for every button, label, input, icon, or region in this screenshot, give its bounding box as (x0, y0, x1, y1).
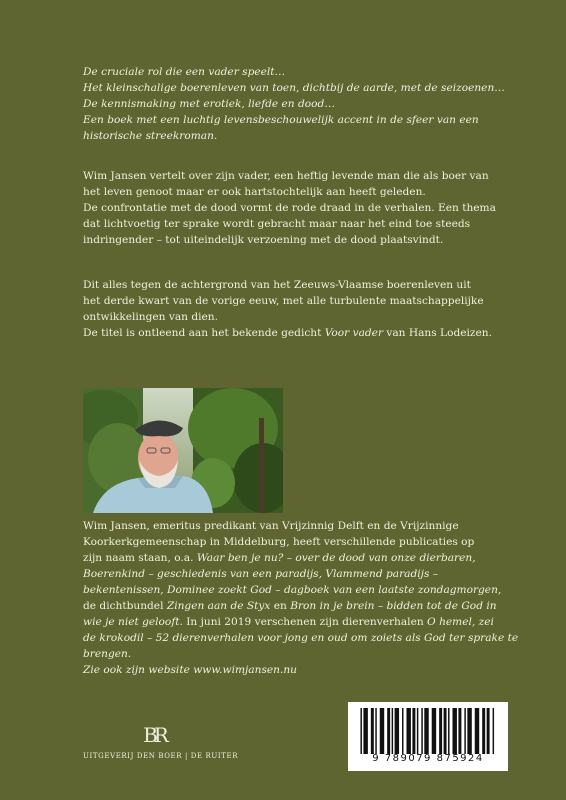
synopsis-line: Dit alles tegen de achtergrond van het Zeeuws-Vlaamse boerenleven uit (83, 279, 471, 291)
barcode-bar (464, 708, 465, 754)
synopsis-line: het derde kwart van de vorige eeuw, met alle turbulente maatschappelijke (83, 295, 484, 307)
publication-title: Bron in je brein – bidden tot de God in (290, 600, 497, 612)
intro-line: Een boek met een luchtig levensbeschouwelijk accent in de sfeer van een (83, 114, 479, 126)
publication-title: Boerenkind – geschiedenis van een paradijs, Vlammend paradijs – (83, 568, 439, 580)
intro-line: De cruciale rol die een vader speelt… (83, 66, 286, 78)
publisher-logo-icon (137, 723, 171, 747)
barcode-bar (380, 708, 384, 754)
barcode-bar (363, 708, 367, 754)
intro-line: historische streekroman. (83, 130, 218, 142)
synopsis-line: dat lichtvoetig ter sprake wordt gebracht maar naar het eind toe steeds (83, 218, 471, 230)
bio-line: Koorkerkgemeenschap in Middelburg, heeft verschillende publicaties op (83, 536, 475, 548)
barcode-bar (448, 708, 449, 754)
barcode-bar (417, 708, 418, 754)
barcode-bar (452, 708, 456, 754)
poem-title: Voor vader (324, 327, 384, 339)
synopsis-paragraph-1 (83, 168, 503, 248)
publisher-name: UITGEVERIJ DEN BOER | DE RUITER (83, 752, 239, 760)
barcode-bar (493, 708, 494, 754)
intro-line: De kennismaking met erotiek, liefde en dood… (83, 98, 335, 110)
bio-line (83, 614, 503, 630)
barcode-bar (444, 708, 447, 754)
barcode-bar (458, 708, 461, 754)
publication-title: Waar ben je nu? – over de dood van onze dierbaren, (196, 552, 476, 564)
publication-title: bekentenissen, Dominee zoekt God – dagboek van een laatste zondagmorgen, (83, 584, 502, 596)
synopsis-line: het leven genoot maar er ook hartstochtelijk aan heeft geleden. (83, 186, 426, 198)
barcode-bar (467, 708, 471, 754)
barcode-bar (402, 708, 403, 754)
bio-line (83, 566, 503, 582)
website-text: Zie ook zijn website www.wimjansen.nu (83, 664, 297, 676)
barcode-bar (371, 708, 374, 754)
bio-line (83, 582, 503, 598)
publication-title: wie je niet gelooft (83, 616, 180, 628)
bio-line (83, 630, 519, 646)
publication-title: O hemel, zei (427, 616, 494, 628)
barcode-bar (412, 708, 415, 754)
barcode-bar (392, 708, 393, 754)
svg-text:BR: BR (143, 723, 165, 747)
bio-line: Wim Jansen, emeritus predikant van Vrijzinnig Delft en de Vrijzinnige (83, 520, 459, 532)
intro-line: Het kleinschalige boerenleven van toen, dichtbij de aarde, met de seizoenen… (83, 82, 505, 94)
website-line (83, 662, 503, 678)
publication-title: Zingen aan de Styx (166, 600, 271, 612)
bio-text: de dichtbundel (83, 600, 167, 612)
barcode-bar (424, 708, 428, 754)
isbn-barcode (348, 702, 508, 771)
barcode-bar (421, 708, 422, 754)
barcode-bar (475, 708, 479, 754)
intro-text (83, 64, 503, 144)
barcode-bar (439, 708, 442, 754)
barcode-bar (487, 708, 490, 754)
barcode-icon (356, 708, 500, 754)
title-source-line (83, 325, 503, 341)
publication-title: de krokodil – 52 dierenverhalen voor jong en oud om zoiets als God ter sprake te (83, 632, 519, 644)
barcode-bar (406, 708, 410, 754)
title-source-suffix: van Hans Lodeizen. (383, 327, 492, 339)
author-photo (83, 388, 283, 513)
synopsis-line: ontwikkelingen van dien. (83, 311, 218, 323)
bio-text: zijn naam staan, o.a. (83, 552, 197, 564)
barcode-bar (360, 708, 361, 754)
barcode-bar (432, 708, 436, 754)
bio-line (83, 646, 503, 662)
bio-text: . In juni 2019 verschenen zijn dierenverhalen (179, 616, 428, 628)
synopsis-line: indringender – tot uiteindelijk verzoening met de dood plaatsvindt. (83, 234, 444, 246)
barcode-bar (387, 708, 390, 754)
barcode-bar (375, 708, 376, 754)
barcode-bar (395, 708, 399, 754)
bio-text: en (270, 600, 291, 612)
bio-line (83, 598, 503, 614)
publication-title: brengen. (83, 648, 132, 660)
title-source-prefix: De titel is ontleend aan het bekende gedicht (83, 327, 325, 339)
synopsis-line: Wim Jansen vertelt over zijn vader, een heftig levende man die als boer van (83, 170, 489, 182)
synopsis-line: De confrontatie met de dood vormt de rode draad in de verhalen. Een thema (83, 202, 496, 214)
synopsis-paragraph-2 (83, 277, 503, 341)
barcode-bar (482, 708, 485, 754)
author-bio (83, 518, 519, 678)
bio-line (83, 550, 503, 566)
isbn-number: 9 789079 875924 (372, 753, 484, 764)
